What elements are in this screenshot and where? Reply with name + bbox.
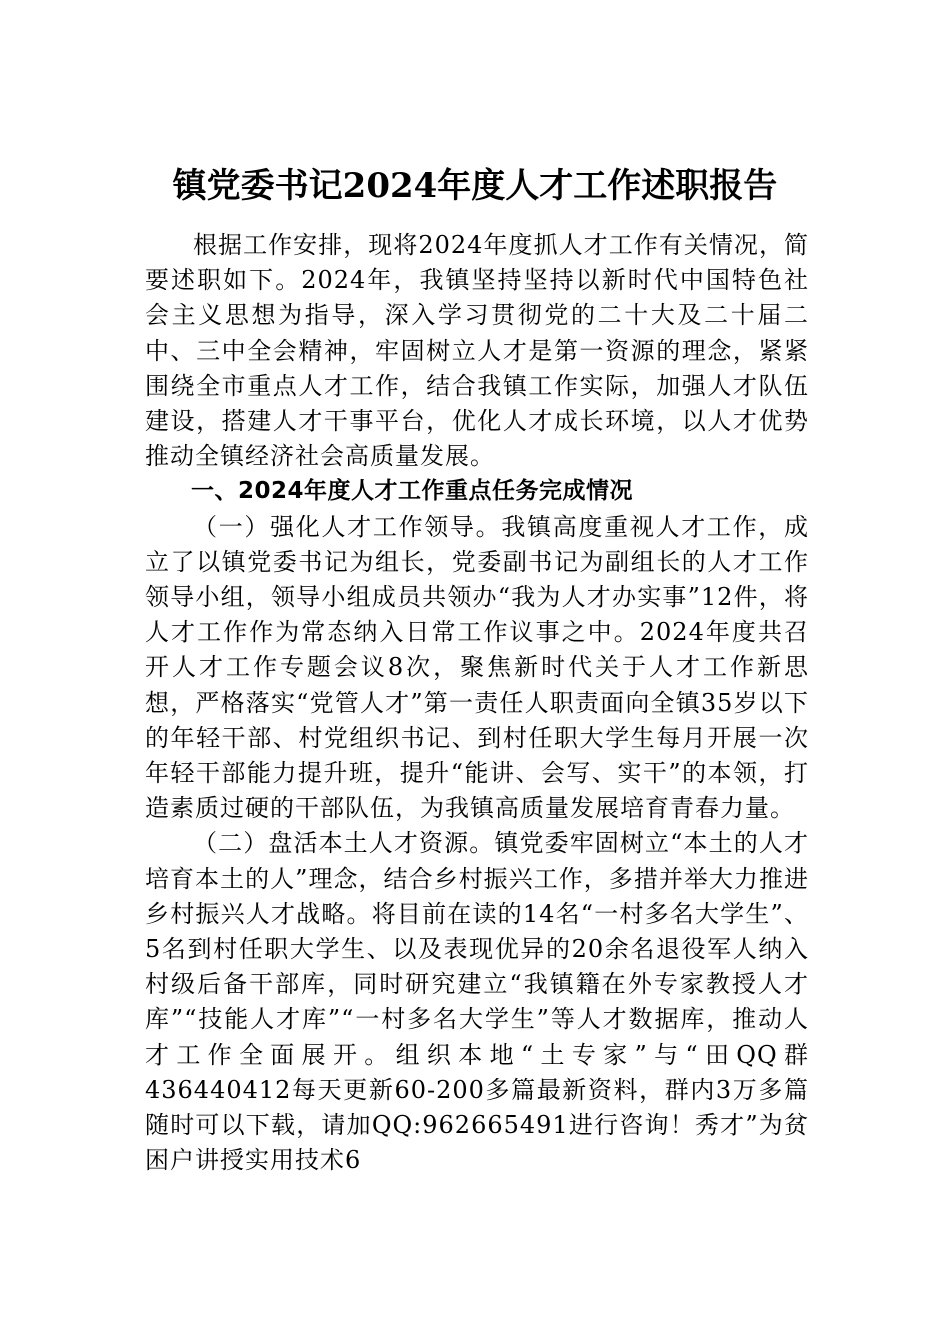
intro-paragraph: 根据工作安排，现将2024年度抓人才工作有关情况，简要述职如下。2024年，我镇坚持坚持以新时代中国特色社会主义思想为指导，深入学习贯彻党的二十大及二十届二中、三中全会精神，牢固树立人才是第一资源的理念，紧紧围绕全市重点人才工作，结合我镇工作实际，加强人才队伍建设，搭建人才干事平台，优化人才成长环境，以人才优势推动全镇经济社会高质量发展。 (145, 231, 809, 471)
document-title: 镇党委书记2024年度人才工作述职报告 (172, 166, 778, 206)
document-body (145, 228, 809, 1178)
section-heading-1: 一、2024年度人才工作重点任务完成情况 (191, 478, 634, 505)
paragraph-local-talent: （二）盘活本土人才资源。镇党委牢固树立“本土的人才培育本土的人”理念，结合乡村振兴工作，多措并举大力推进乡村振兴人才战略。将目前在读的14名“一村多名大学生”、5名到村任职大学生、以及表现优异的20余名退役军人纳入村级后备干部库，同时研究建立“我镇籍在外专家教授人才库”“技能人才库”“一村多名大学生”等人才数据库，推动人才工作全面展开。组织本地“土专家”与“田QQ群436440412每天更新60-200多篇最新资料，群内3万多篇随时可以下载，请加QQ:962665491进行咨询！秀才”为贫困户讲授实用技术6 (145, 829, 809, 1175)
paragraph-leadership: （一）强化人才工作领导。我镇高度重视人才工作，成立了以镇党委书记为组长，党委副书记为副组长的人才工作领导小组，领导小组成员共领办“我为人才办实事”12件，将人才工作作为常态纳入日常工作议事之中。2024年度共召开人才工作专题会议8次，聚焦新时代关于人才工作新思想，严格落实“党管人才”第一责任人职责面向全镇35岁以下的年轻干部、村党组织书记、到村任职大学生每月开展一次年轻干部能力提升班，提升“能讲、会写、实干”的本领，打造素质过硬的干部队伍，为我镇高质量发展培育青春力量。 (145, 512, 809, 823)
